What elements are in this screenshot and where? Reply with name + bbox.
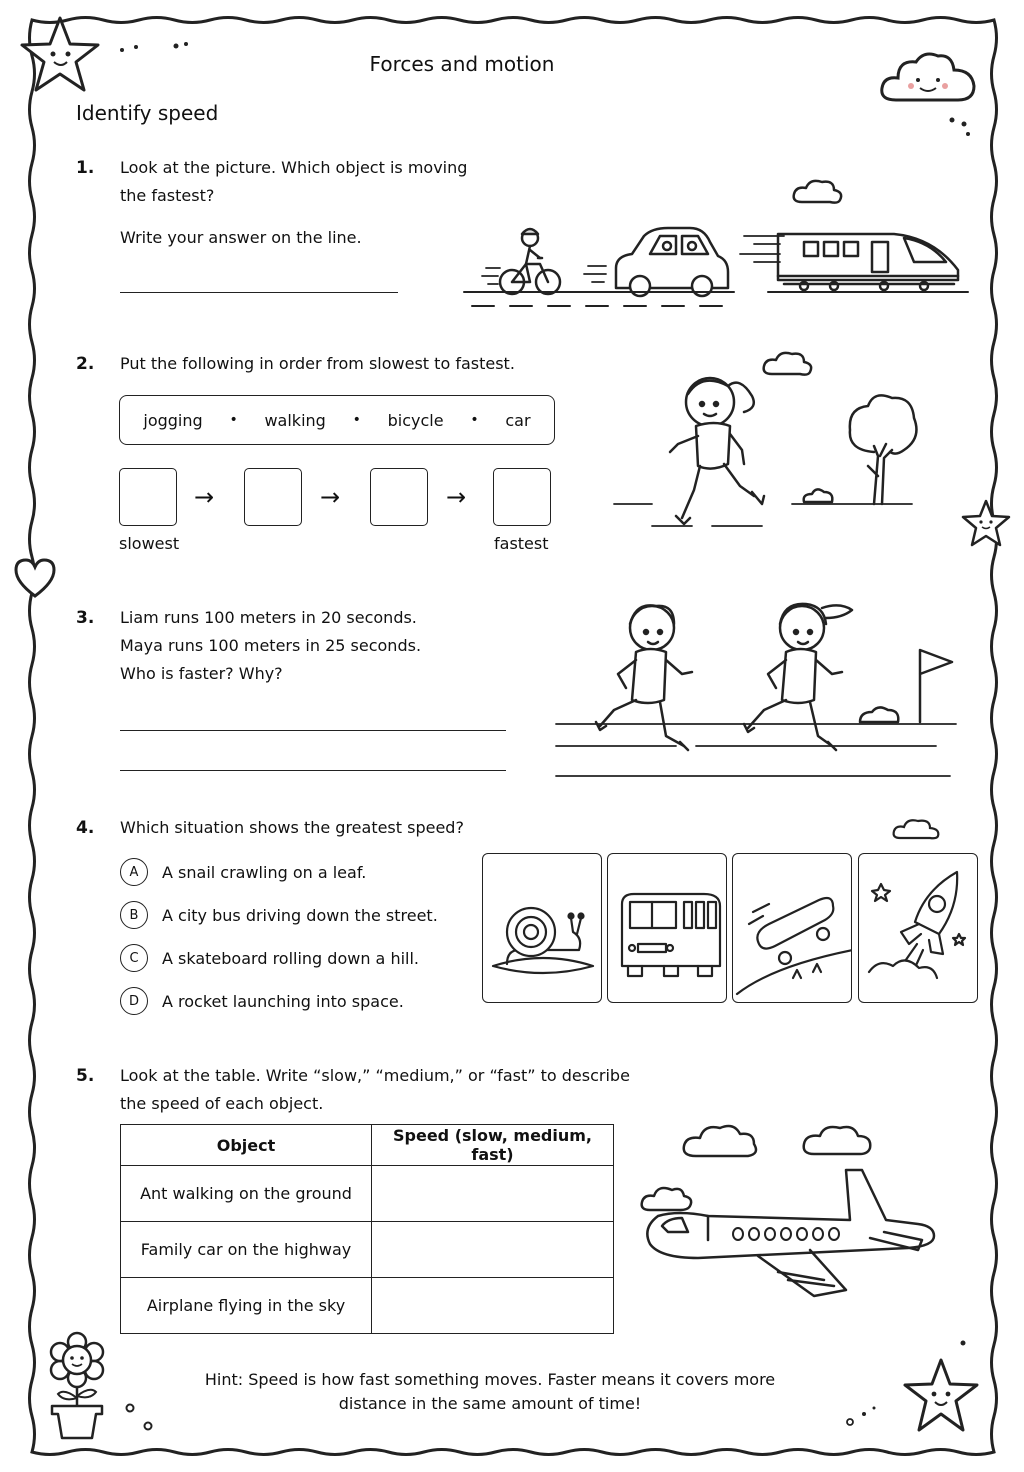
word-separator: • xyxy=(470,412,479,428)
answer-line-3b[interactable] xyxy=(120,770,506,771)
worksheet-title: Forces and motion xyxy=(369,52,555,76)
option-b-text: A city bus driving down the street. xyxy=(162,905,438,925)
order-box-4[interactable] xyxy=(493,468,551,526)
dots-decoration-icon xyxy=(122,1400,158,1434)
train-icon xyxy=(778,234,958,290)
option-a-text: A snail crawling on a leaf. xyxy=(162,862,367,882)
option-a[interactable] xyxy=(120,858,366,886)
word-car: car xyxy=(505,410,531,430)
table-row xyxy=(121,1222,614,1278)
hint-line-1: Hint: Speed is how fast something moves. Faster means it covers more xyxy=(204,1370,776,1389)
arrow-icon: → xyxy=(320,483,341,511)
snail-panel xyxy=(482,853,602,1003)
label-fastest: fastest xyxy=(494,534,549,553)
answer-line-1[interactable] xyxy=(120,292,398,293)
section-title: Identify speed xyxy=(76,101,219,125)
order-box-3[interactable] xyxy=(370,468,428,526)
word-bicycle: bicycle xyxy=(387,410,444,430)
option-d-letter[interactable]: D xyxy=(120,987,148,1015)
bus-panel xyxy=(607,853,727,1003)
question-1-line-2: the fastest? xyxy=(120,186,215,205)
object-cell: Family car on the highway xyxy=(121,1222,372,1278)
option-c-text: A skateboard rolling down a hill. xyxy=(162,948,420,968)
column-header-speed: Speed (slow, medium, fast) xyxy=(372,1125,614,1166)
rocket-icon xyxy=(859,854,978,1003)
word-walking: walking xyxy=(264,410,326,430)
option-c[interactable] xyxy=(120,944,419,972)
word-bank xyxy=(119,395,555,445)
question-3-text xyxy=(120,604,421,688)
object-cell: Ant walking on the ground xyxy=(121,1166,372,1222)
question-5-text xyxy=(120,1062,630,1118)
word-jogging: jogging xyxy=(143,410,203,430)
airplane-illustration xyxy=(638,1120,944,1300)
option-a-letter[interactable]: A xyxy=(120,858,148,886)
cloud-icon xyxy=(794,181,841,203)
hint-text xyxy=(180,1368,800,1416)
order-box-2[interactable] xyxy=(244,468,302,526)
question-1-line-1: Look at the picture. Which object is moving xyxy=(120,158,468,177)
table-row xyxy=(121,1166,614,1222)
star-face-icon xyxy=(900,1356,982,1436)
cloud-icon xyxy=(684,1126,756,1156)
question-5-line-1: Look at the table. Write “slow,” “medium,” or “fast” to describe xyxy=(120,1066,630,1085)
skateboard-panel xyxy=(732,853,852,1003)
cloud-icon xyxy=(764,353,811,375)
option-b[interactable] xyxy=(120,901,438,929)
question-3-line-1: Liam runs 100 meters in 20 seconds. xyxy=(120,608,417,627)
cloud-icon xyxy=(804,1127,871,1154)
option-c-letter[interactable]: C xyxy=(120,944,148,972)
question-3-line-3: Who is faster? Why? xyxy=(120,664,283,683)
speed-table xyxy=(120,1124,614,1334)
speed-answer-cell[interactable] xyxy=(372,1278,614,1334)
flag-icon xyxy=(920,650,952,722)
option-b-letter[interactable]: B xyxy=(120,901,148,929)
girl-jogging-illustration xyxy=(612,346,932,536)
question-3-line-2: Maya runs 100 meters in 25 seconds. xyxy=(120,636,422,655)
flower-pot-icon xyxy=(42,1330,112,1442)
column-header-object: Object xyxy=(121,1125,372,1166)
cloud-icon xyxy=(642,1188,691,1210)
cloud-icon xyxy=(892,816,944,842)
dots-decoration-icon xyxy=(840,1400,880,1430)
tree-icon xyxy=(850,395,917,453)
skateboard-icon xyxy=(733,854,852,1003)
heart-icon xyxy=(12,556,58,600)
question-4-number: 4. xyxy=(76,818,95,838)
vehicles-illustration xyxy=(464,176,968,310)
order-box-1[interactable] xyxy=(119,468,177,526)
word-separator: • xyxy=(352,412,361,428)
option-d-text: A rocket launching into space. xyxy=(162,991,404,1011)
hint-line-2: distance in the same amount of time! xyxy=(338,1394,642,1413)
table-header-row xyxy=(121,1125,614,1166)
object-cell: Airplane flying in the sky xyxy=(121,1278,372,1334)
question-1-number: 1. xyxy=(76,158,95,178)
arrow-icon: → xyxy=(194,483,215,511)
speed-answer-cell[interactable] xyxy=(372,1222,614,1278)
arrow-icon: → xyxy=(446,483,467,511)
rocket-panel xyxy=(858,853,978,1003)
option-d[interactable] xyxy=(120,987,404,1015)
question-4-text: Which situation shows the greatest speed? xyxy=(120,818,464,837)
bus-icon xyxy=(608,854,727,1003)
question-1-text xyxy=(120,154,467,210)
word-separator: • xyxy=(229,412,238,428)
table-row xyxy=(121,1278,614,1334)
dot-icon xyxy=(956,1336,970,1350)
children-racing-illustration xyxy=(556,596,956,782)
question-3-number: 3. xyxy=(76,608,95,628)
label-slowest: slowest xyxy=(119,534,180,553)
speed-answer-cell[interactable] xyxy=(372,1166,614,1222)
question-2-number: 2. xyxy=(76,354,95,374)
snail-icon xyxy=(483,854,602,1003)
bicycle-icon xyxy=(500,229,560,294)
star-face-icon xyxy=(960,498,1012,548)
answer-line-3a[interactable] xyxy=(120,730,506,731)
question-5-number: 5. xyxy=(76,1066,95,1086)
dots-decoration-icon xyxy=(944,112,974,138)
question-2-text: Put the following in order from slowest to fastest. xyxy=(120,354,515,373)
question-1-instruction: Write your answer on the line. xyxy=(120,228,362,247)
question-5-line-2: the speed of each object. xyxy=(120,1094,324,1113)
car-icon xyxy=(616,228,728,296)
